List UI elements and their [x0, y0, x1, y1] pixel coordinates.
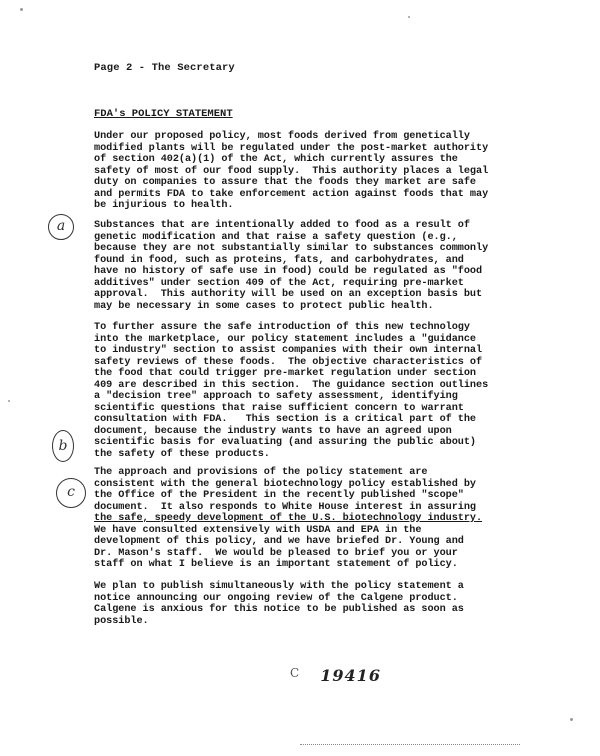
paragraph-line: To further assure the safe introduction of this new technology	[94, 322, 470, 333]
scan-speck	[20, 8, 23, 11]
paragraph-line: consultation with FDA. This section is a critical part of the	[94, 414, 477, 425]
paragraph-line: 409 are described in this section. The guidance section outlines	[94, 379, 489, 391]
paragraph-line: We plan to publish simultaneously with the policy statement a	[94, 581, 464, 592]
paragraph-line: be injurious to health.	[94, 200, 234, 211]
paragraph-line: document, because the industry wants to have an agreed upon	[94, 425, 452, 437]
paragraph-line: the safe, speedy development of the U.S. biotechnology industry.	[94, 513, 483, 524]
paragraph-4	[94, 467, 554, 571]
paragraph-line: development of this policy, and we have briefed Dr. Young and	[94, 536, 464, 547]
paragraph-line: of section 402(a)(1) of the Act, which currently assures the	[94, 154, 458, 165]
paragraph-line: possible.	[94, 615, 149, 627]
scan-speck	[408, 16, 410, 18]
stamp-prefix: C	[290, 666, 300, 680]
paragraph-line: genetic modification and that raise a safety question (e.g.,	[94, 231, 458, 243]
paragraph-line: The approach and provisions of the policy statement are	[94, 467, 428, 478]
paragraph-line: additives" under section 409 of the Act, requiring pre-market	[94, 277, 464, 289]
margin-annotation-b: b	[52, 430, 74, 462]
paragraph-line: safety reviews of these foods. The objective characteristics of	[94, 356, 483, 368]
paragraph-2	[94, 220, 554, 312]
scan-speck	[8, 400, 10, 402]
paragraph-line: because they are not substantially similar to substances commonly	[94, 243, 489, 254]
paragraph-line: staff on what I believe is an important statement of policy.	[94, 559, 458, 570]
section-heading: FDA's POLICY STATEMENT	[94, 108, 233, 120]
paragraph-line: the Office of the President in the recently published "scope"	[94, 490, 464, 501]
paragraph-line: scientific basis for evaluating (and assuring the public about)	[94, 437, 477, 448]
stamp-number: 19416	[320, 666, 381, 685]
paragraph-line: and permits FDA to take enforcement action against foods that may	[94, 188, 489, 200]
paragraph-line: Calgene is anxious for this notice to be published as soon as	[94, 604, 464, 615]
margin-annotation-a: a	[48, 214, 74, 240]
paragraph-line: a "decision tree" approach to safety assessment, identifying	[94, 391, 458, 402]
scan-speck	[570, 718, 573, 721]
paragraph-line: Under our proposed policy, most foods derived from genetically	[94, 131, 470, 142]
paragraph-line: approval. This authority will be used on an exception basis but	[94, 289, 483, 300]
paragraph-line: consistent with the general biotechnology policy established by	[94, 478, 477, 490]
paragraph-line: modified plants will be regulated under the post-market authority	[94, 142, 489, 154]
paragraph-line: have no history of safe use in food) could be regulated as "food	[94, 266, 483, 277]
paragraph-line: into the marketplace, our policy statement includes a "guidance	[94, 333, 477, 345]
paragraph-line: to industry" section to assist companies with their own internal	[94, 345, 483, 356]
paragraph-line: scientific questions that raise sufficient concern to warrant	[94, 402, 464, 414]
paragraph-3	[94, 322, 554, 460]
paragraph-line: the safety of these products.	[94, 448, 270, 460]
page-header: Page 2 - The Secretary	[94, 62, 235, 74]
paragraph-5	[94, 581, 554, 627]
paragraph-line: found in food, such as proteins, fats, and carbohydrates, and	[94, 254, 464, 266]
margin-annotation-c: c	[56, 478, 86, 508]
paragraph-line: duty on companies to assure that the foods they market are safe	[94, 177, 477, 188]
scan-artifact-line	[300, 744, 520, 746]
paragraph-line: Substances that are intentionally added to food as a result of	[94, 220, 470, 231]
paragraph-line: safety of most of our food supply. This authority places a legal	[94, 165, 489, 177]
paragraph-line: We have consulted extensively with USDA and EPA in the	[94, 524, 422, 536]
paragraph-line: the food that could trigger pre-market regulation under section	[94, 368, 477, 379]
paragraph-line: notice announcing our ongoing review of the Calgene product.	[94, 592, 458, 604]
paragraph-line: may be necessary in some cases to protect public health.	[94, 300, 434, 312]
paragraph-line: document. It also responds to White House interest in assuring	[94, 501, 477, 513]
paragraph-line: Dr. Mason's staff. We would be pleased to brief you or your	[94, 547, 458, 559]
document-stamp	[290, 666, 381, 685]
paragraph-1	[94, 131, 554, 212]
